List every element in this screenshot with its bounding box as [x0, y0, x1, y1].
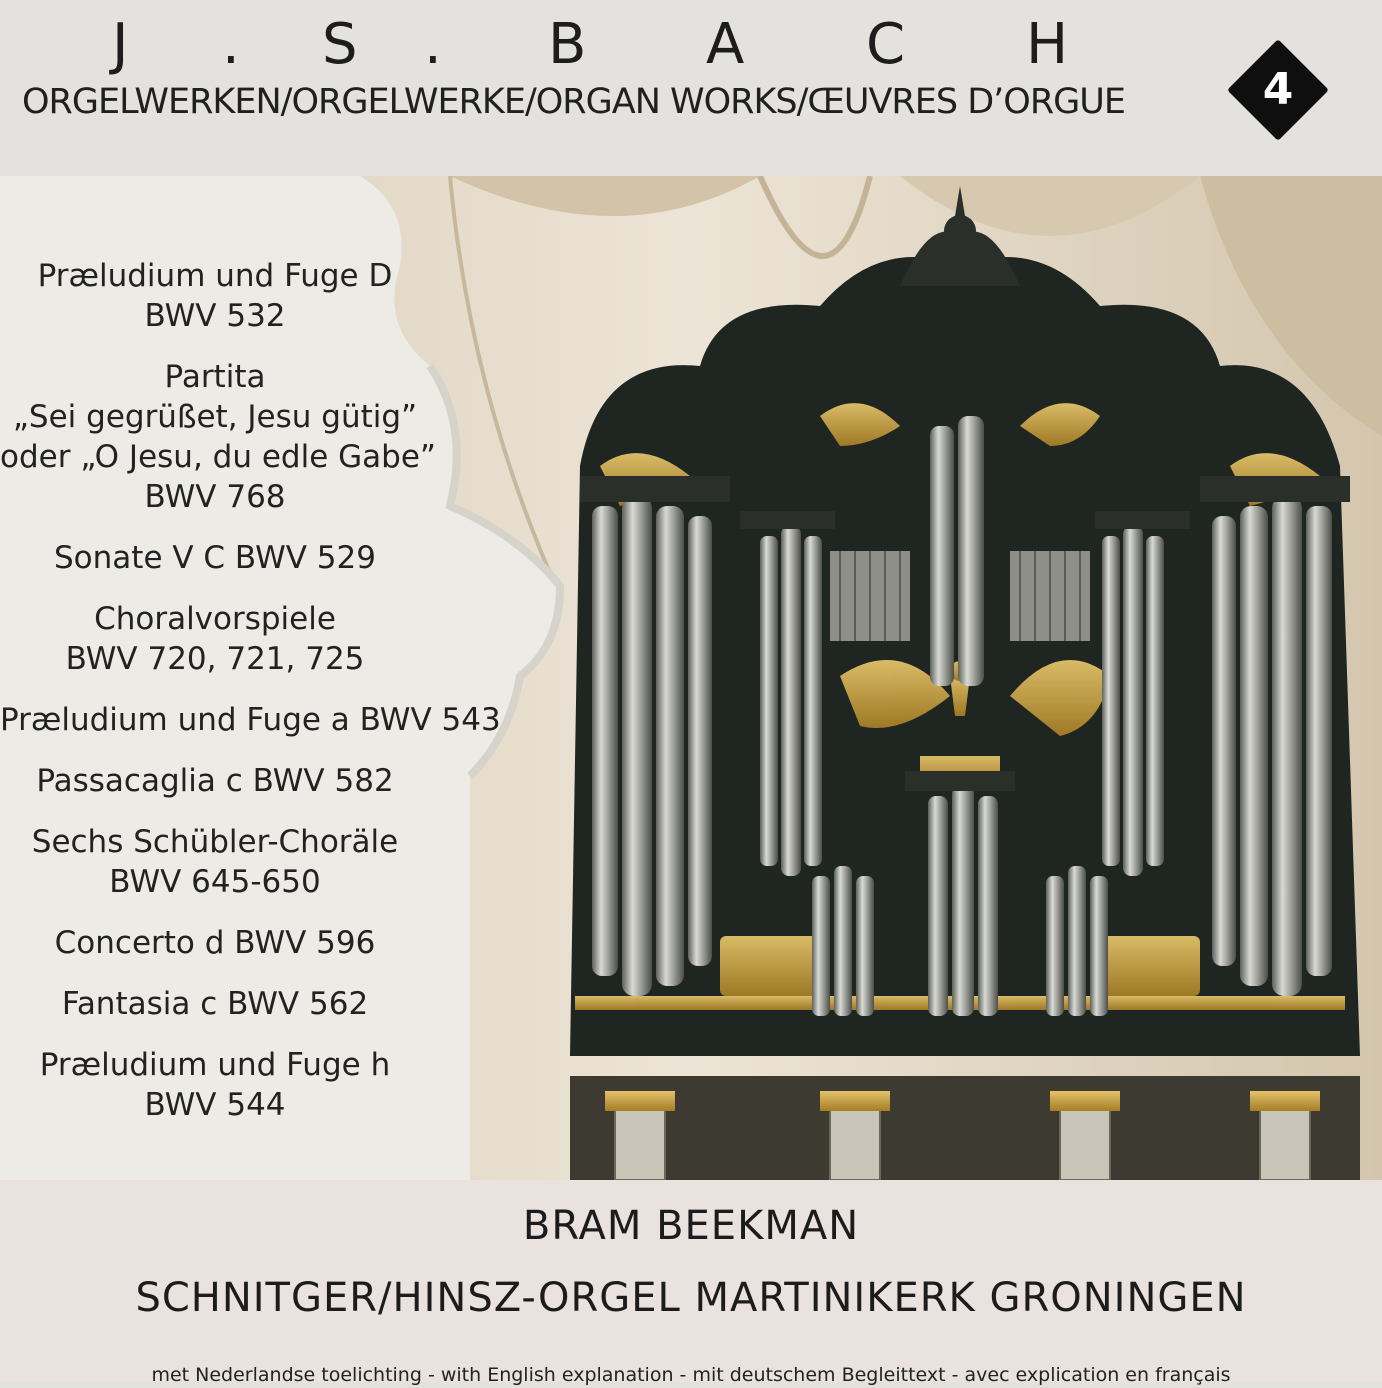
composer-letter: .: [424, 12, 442, 77]
track-line: BWV 768: [144, 479, 286, 515]
composer-letter: J: [112, 12, 129, 77]
track-line: oder „O Jesu, du edle Gabe”: [0, 439, 436, 475]
track-entry: [0, 538, 430, 578]
track-line: BWV 544: [144, 1087, 286, 1123]
track-entry: [0, 822, 430, 902]
track-entry: [0, 357, 436, 517]
track-list: [0, 256, 501, 1146]
track-entry: [0, 761, 430, 801]
performer-name: BRAM BEEKMAN: [522, 1203, 860, 1249]
track-line: Partita: [164, 359, 266, 395]
composer-letter: H: [1026, 12, 1069, 77]
track-line: BWV 720, 721, 725: [65, 641, 365, 677]
track-line: Præludium und Fuge h: [39, 1047, 391, 1083]
track-entry: [0, 923, 430, 963]
track-line: Passacaglia c BWV 582: [36, 763, 394, 799]
volume-number: 4: [1262, 64, 1294, 115]
track-entry: [0, 984, 430, 1024]
track-line: Fantasia c BWV 562: [61, 986, 369, 1022]
track-line: Sechs Schübler-Choräle: [31, 824, 399, 860]
series-title: ORGELWERKEN/ORGELWERKE/ORGAN WORKS/ŒUVRES D’ORGUE: [22, 82, 1126, 122]
composer-letter: B: [548, 12, 587, 77]
composer-letter: A: [706, 12, 745, 77]
track-line: Sonate V C BWV 529: [54, 540, 376, 576]
composer-letter: C: [866, 12, 906, 77]
track-line: BWV 532: [144, 298, 286, 334]
composer-letter: .: [222, 12, 240, 77]
track-entry: [0, 1045, 430, 1125]
track-line: Concerto d BWV 596: [54, 925, 376, 961]
track-line: Præludium und Fuge D: [37, 258, 393, 294]
track-entry: [0, 256, 430, 336]
track-line: „Sei gegrüßet, Jesu gütig”: [12, 399, 418, 435]
venue-name: SCHNITGER/HINSZ-ORGEL MARTINIKERK GRONINGEN: [135, 1275, 1247, 1321]
track-line: BWV 645-650: [109, 864, 321, 900]
language-note: met Nederlandse toelichting - with English explanation - mit deutschem Begleittext - avec explication en français: [151, 1364, 1231, 1386]
track-entry: [0, 599, 430, 679]
composer-letter: S: [322, 12, 358, 77]
header-band: [0, 0, 1382, 176]
track-line: Choralvorspiele: [94, 601, 336, 637]
volume-diamond-badge: [1228, 40, 1328, 140]
composer-name: [0, 12, 1382, 78]
track-entry: [0, 700, 501, 740]
track-line: Præludium und Fuge a BWV 543: [0, 702, 501, 738]
